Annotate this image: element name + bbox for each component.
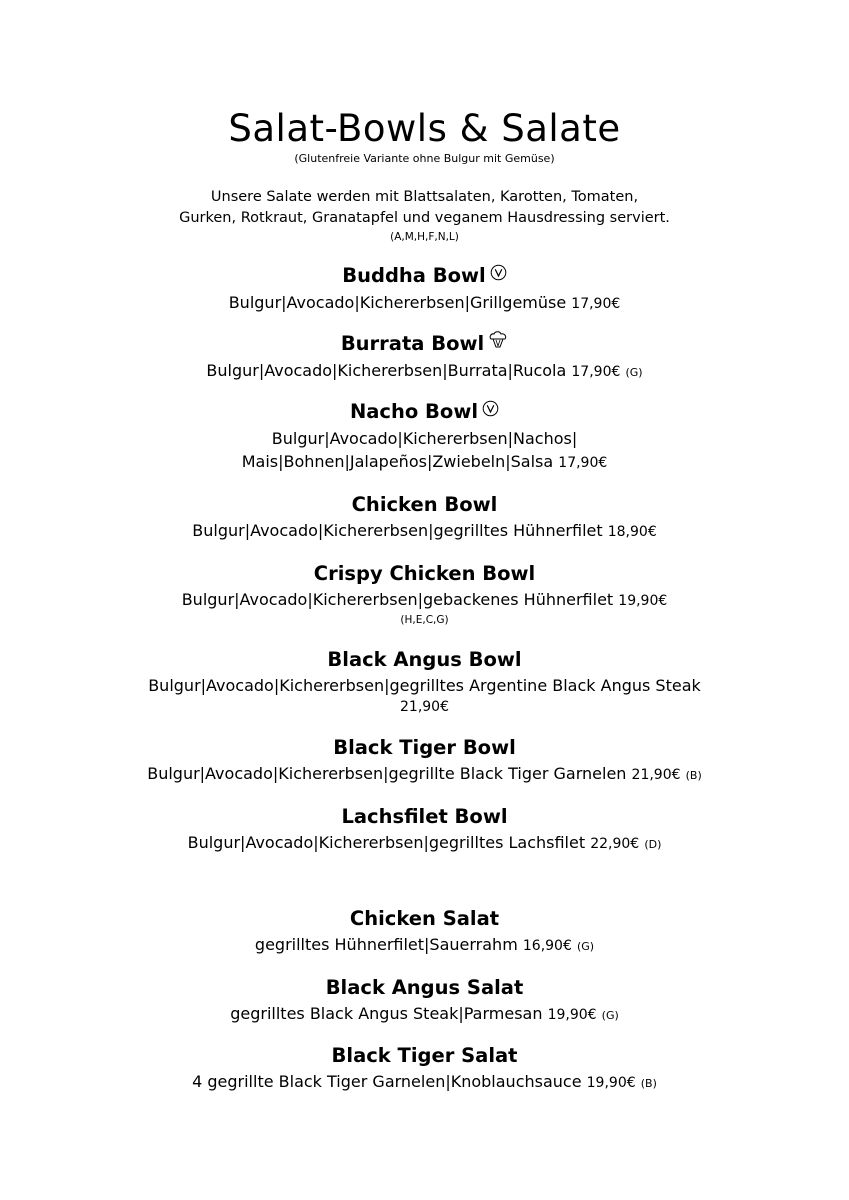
item-price: 21,90€: [400, 699, 449, 715]
item-price: 17,90€: [558, 454, 608, 471]
item-allergens: (G): [576, 940, 595, 953]
item-name: Black Angus Bowl: [327, 648, 522, 671]
item-description: [0, 933, 849, 958]
item-name: [0, 330, 849, 359]
item-price: 19,90€: [586, 1075, 636, 1091]
item-ingredients: Bulgur|Avocado|Kichererbsen|gegrilltes Hühnerfilet: [192, 521, 603, 540]
page-subtitle: (Glutenfreie Variante ohne Bulgur mit Gemüse): [294, 152, 555, 165]
intro-line: Gurken, Rotkraut, Granatapfel und veganem Hausdressing serviert.: [179, 210, 670, 226]
menu-item-chicken-salat: [0, 905, 849, 958]
intro-allergens: (A,M,H,F,N,L): [390, 231, 459, 243]
item-name: Black Angus Salat: [325, 976, 524, 999]
item-name: Black Tiger Bowl: [333, 736, 516, 759]
item-description: [0, 1070, 849, 1095]
item-name: Crispy Chicken Bowl: [313, 562, 536, 585]
item-description: [0, 762, 849, 787]
menu-item-chicken-bowl: [0, 491, 849, 544]
item-ingredients: Mais|Bohnen|Jalapeños|Zwiebeln|Salsa: [241, 451, 554, 471]
page-title: Salat-Bowls & Salate: [228, 107, 621, 150]
item-price: 18,90€: [607, 524, 657, 540]
item-price: 19,90€: [618, 593, 668, 609]
intro-line: Unsere Salate werden mit Blattsalaten, Karotten, Tomaten,: [210, 189, 639, 205]
item-ingredients: Bulgur|Avocado|Kichererbsen|gegrilltes Lachsfilet: [187, 833, 586, 852]
item-allergens: (D): [644, 838, 662, 851]
menu-item-nacho-bowl: [0, 398, 849, 475]
item-ingredients: Bulgur|Avocado|Kichererbsen|gegrillte Black Tiger Garnelen: [147, 764, 627, 783]
item-ingredients: 4 gegrillte Black Tiger Garnelen|Knoblauchsauce: [192, 1072, 582, 1091]
item-allergens: (B): [685, 769, 702, 782]
item-price: 19,90€: [547, 1007, 597, 1023]
item-description: [0, 359, 849, 384]
item-ingredients: gegrilltes Black Angus Steak|Parmesan: [230, 1004, 543, 1023]
item-name: Chicken Salat: [349, 907, 500, 930]
item-allergens: (B): [640, 1077, 657, 1090]
item-ingredients: Bulgur|Avocado|Kichererbsen|gebackenes Hühnerfilet: [181, 590, 614, 609]
item-price: 21,90€: [631, 767, 681, 783]
menu-item-crispy-chicken-bowl: [0, 560, 849, 627]
intro-text: [0, 187, 849, 229]
menu-item-black-angus-salat: [0, 974, 849, 1027]
vegan-icon: [482, 397, 499, 425]
item-name: Chicken Bowl: [351, 493, 498, 516]
menu-item-black-tiger-bowl: [0, 734, 849, 787]
menu-item-lachsfilet-bowl: [0, 803, 849, 856]
item-price: 17,90€: [571, 363, 621, 380]
item-allergens: (G): [625, 365, 643, 379]
item-allergens: (H,E,C,G): [400, 614, 449, 626]
menu-item-black-angus-bowl: [0, 646, 849, 718]
vegetarian-icon: [488, 329, 508, 357]
item-name: Black Tiger Salat: [331, 1044, 518, 1067]
item-name: [0, 262, 849, 291]
item-ingredients: Bulgur|Avocado|Kichererbsen|Grillgemüse: [228, 292, 567, 312]
item-name: [0, 398, 849, 427]
item-ingredients: Bulgur|Avocado|Kichererbsen|Burrata|Rucola: [206, 360, 567, 380]
item-description-line: Bulgur|Avocado|Kichererbsen|Nachos|: [271, 428, 578, 448]
item-description: [0, 1002, 849, 1027]
item-ingredients: gegrilltes Hühnerfilet|Sauerrahm: [254, 935, 518, 954]
menu-item-black-tiger-salat: [0, 1042, 849, 1095]
item-name-text: Buddha Bowl: [342, 264, 486, 287]
item-name-text: Burrata Bowl: [340, 332, 485, 355]
item-allergens: (G): [601, 1009, 619, 1022]
item-description: [0, 291, 849, 316]
item-description: [0, 450, 849, 475]
item-price: 17,90€: [571, 295, 621, 312]
item-description: [0, 588, 849, 613]
item-name-text: Nacho Bowl: [349, 400, 479, 423]
item-description: [0, 519, 849, 544]
item-price: 22,90€: [590, 836, 640, 852]
item-description: Bulgur|Avocado|Kichererbsen|gegrilltes Argentine Black Angus Steak: [148, 676, 701, 695]
item-name: Lachsfilet Bowl: [341, 805, 508, 828]
menu-item-burrata-bowl: [0, 330, 849, 384]
menu-item-buddha-bowl: [0, 262, 849, 316]
vegan-icon: [490, 261, 507, 289]
item-description: [0, 831, 849, 856]
item-price: 16,90€: [522, 938, 572, 954]
